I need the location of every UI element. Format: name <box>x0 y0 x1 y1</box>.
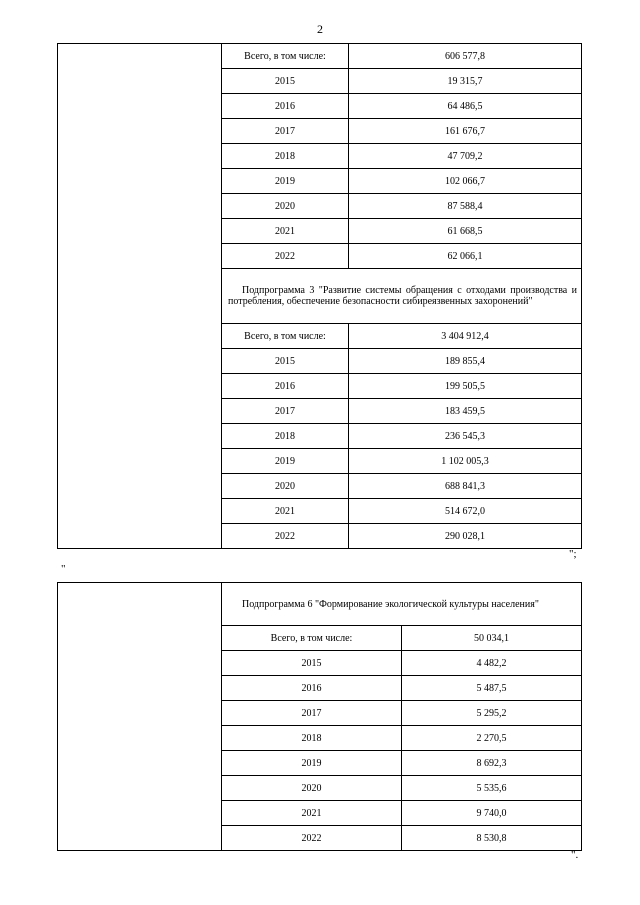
value-cell: 47 709,2 <box>349 144 582 169</box>
year-cell: 2021 <box>222 801 402 826</box>
year-cell: 2015 <box>222 651 402 676</box>
year-cell: 2015 <box>222 69 349 94</box>
year-cell: 2020 <box>222 194 349 219</box>
year-cell: 2020 <box>222 776 402 801</box>
empty-left-cell <box>58 583 222 851</box>
value-cell: 688 841,3 <box>349 474 582 499</box>
subprogram-title: Подпрограмма 6 "Формирование экологической культуры населения" <box>222 583 582 626</box>
year-cell: 2020 <box>222 474 349 499</box>
year-cell: 2018 <box>222 144 349 169</box>
total-label: Всего, в том числе: <box>222 626 402 651</box>
value-cell: 199 505,5 <box>349 374 582 399</box>
year-cell: 2019 <box>222 449 349 474</box>
funding-table-1 <box>57 43 582 549</box>
year-cell: 2022 <box>222 244 349 269</box>
total-value: 50 034,1 <box>402 626 582 651</box>
value-cell: 8 530,8 <box>402 826 582 851</box>
subprogram-title: Подпрограмма 3 "Развитие системы обращения с отходами производства и потребления, обеспечение безопасности сибиреязвенных захоронений" <box>222 269 582 324</box>
year-cell: 2017 <box>222 701 402 726</box>
year-cell: 2016 <box>222 374 349 399</box>
value-cell: 61 668,5 <box>349 219 582 244</box>
value-cell: 290 028,1 <box>349 524 582 549</box>
value-cell: 5 535,6 <box>402 776 582 801</box>
year-cell: 2017 <box>222 399 349 424</box>
total-label: Всего, в том числе: <box>222 44 349 69</box>
value-cell: 19 315,7 <box>349 69 582 94</box>
opening-quote: " <box>61 563 66 575</box>
year-cell: 2016 <box>222 94 349 119</box>
year-cell: 2022 <box>222 826 402 851</box>
value-cell: 5 487,5 <box>402 676 582 701</box>
value-cell: 161 676,7 <box>349 119 582 144</box>
value-cell: 8 692,3 <box>402 751 582 776</box>
year-cell: 2016 <box>222 676 402 701</box>
value-cell: 62 066,1 <box>349 244 582 269</box>
value-cell: 183 459,5 <box>349 399 582 424</box>
total-label: Всего, в том числе: <box>222 324 349 349</box>
year-cell: 2021 <box>222 499 349 524</box>
value-cell: 5 295,2 <box>402 701 582 726</box>
year-cell: 2018 <box>222 424 349 449</box>
year-cell: 2015 <box>222 349 349 374</box>
closing-quote: ". <box>571 849 579 861</box>
value-cell: 1 102 005,3 <box>349 449 582 474</box>
year-cell: 2021 <box>222 219 349 244</box>
funding-table-2 <box>57 582 582 851</box>
table-row <box>58 44 582 69</box>
year-cell: 2019 <box>222 169 349 194</box>
value-cell: 4 482,2 <box>402 651 582 676</box>
total-value: 606 577,8 <box>349 44 582 69</box>
year-cell: 2019 <box>222 751 402 776</box>
total-value: 3 404 912,4 <box>349 324 582 349</box>
value-cell: 2 270,5 <box>402 726 582 751</box>
year-cell: 2017 <box>222 119 349 144</box>
closing-quote: "; <box>569 548 577 560</box>
year-cell: 2022 <box>222 524 349 549</box>
value-cell: 189 855,4 <box>349 349 582 374</box>
value-cell: 102 066,7 <box>349 169 582 194</box>
table-row <box>58 583 582 626</box>
value-cell: 87 588,4 <box>349 194 582 219</box>
value-cell: 514 672,0 <box>349 499 582 524</box>
year-cell: 2018 <box>222 726 402 751</box>
empty-left-cell <box>58 44 222 549</box>
page-number: 2 <box>317 22 323 36</box>
value-cell: 64 486,5 <box>349 94 582 119</box>
value-cell: 236 545,3 <box>349 424 582 449</box>
value-cell: 9 740,0 <box>402 801 582 826</box>
